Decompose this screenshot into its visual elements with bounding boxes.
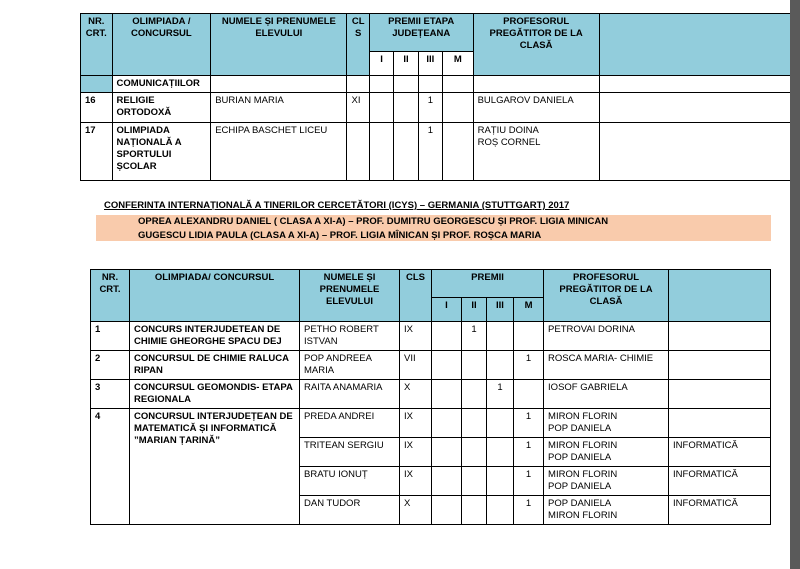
header-premiu-ii: II: [462, 298, 487, 322]
cell-extra: [669, 409, 771, 438]
cell-profesor: [473, 76, 599, 93]
header-nume: NUMELE ȘI PRENUMELE ELEVULUI: [300, 270, 400, 322]
cell-cls: [347, 76, 369, 93]
header-extra: [599, 14, 790, 76]
header-premiu-i: I: [369, 52, 393, 76]
cell-i: [432, 496, 462, 525]
header-premiu-i: I: [432, 298, 462, 322]
cell-extra: [669, 351, 771, 380]
cell-ii: [394, 123, 418, 181]
cell-ii: [462, 438, 487, 467]
cell-nume: [211, 76, 347, 93]
cell-iii: [487, 351, 514, 380]
table-row: [91, 351, 771, 380]
cell-extra: [599, 93, 790, 123]
icys-student-line: GUGESCU LIDIA PAULA (CLASA A XI-A) – PROF. LIGIA MÎNICAN ȘI PROF. ROȘCA MARIA: [138, 230, 542, 241]
teacher-name: MIRON FLORIN: [548, 411, 618, 422]
teacher-name: POP DANIELA: [548, 452, 612, 463]
cell-nr: 17: [81, 123, 113, 181]
icys-student-line: OPREA ALEXANDRU DANIEL ( CLASA A XI-A) – PROF. DUMITRU GEORGESCU ȘI PROF. LIGIA MINICAN: [138, 216, 609, 227]
teacher-name: MIRON FLORIN: [548, 469, 618, 480]
cell-cls: VII: [400, 351, 432, 380]
cell-extra: [599, 123, 790, 181]
header-premii: PREMII: [432, 270, 544, 298]
cell-olimpiada: RELIGIE ORTODOXĂ: [112, 93, 211, 123]
header-premiu-iii: III: [487, 298, 514, 322]
table-row: [91, 380, 771, 409]
cell-nume: ECHIPA BASCHET LICEU: [211, 123, 347, 181]
cell-ii: [394, 93, 418, 123]
cell-m: [443, 123, 474, 181]
cell-m: 1: [514, 467, 544, 496]
cell-i: [432, 322, 462, 351]
cell-extra: INFORMATICĂ: [669, 438, 771, 467]
cell-olimpiada: CONCURS INTERJUDETEAN DE CHIMIE GHEORGHE SPACU DEJ: [130, 322, 300, 351]
cell-cls: IX: [400, 467, 432, 496]
cell-profesor: [473, 123, 599, 181]
cell-m: 1: [514, 409, 544, 438]
table-row: [81, 93, 791, 123]
cell-olimpiada: CONCURSUL DE CHIMIE RALUCA RIPAN: [130, 351, 300, 380]
header-nr: NR. CRT.: [81, 14, 113, 76]
header-premiu-ii: II: [394, 52, 418, 76]
teacher-name: ROȘ CORNEL: [477, 137, 541, 148]
cell-m: 1: [514, 351, 544, 380]
header-olimpiada: OLIMPIADA/ CONCURSUL: [130, 270, 300, 322]
cell-cls: X: [400, 380, 432, 409]
cell-ii: [462, 409, 487, 438]
teacher-name: RAȚIU DOINA: [477, 125, 539, 136]
cell-iii: [487, 496, 514, 525]
table-row: [91, 409, 771, 438]
cell-extra: INFORMATICĂ: [669, 496, 771, 525]
header-profesor: PROFESORUL PREGĂTITOR DE LA CLASĂ: [473, 14, 599, 76]
cell-i: [432, 380, 462, 409]
viewer-background: [790, 0, 800, 569]
cell-olimpiada: OLIMPIADA NAȚIONALĂ A SPORTULUI ȘCOLAR: [112, 123, 211, 181]
cell-olimpiada: CONCURSUL GEOMONDIS- ETAPA REGIONALA: [130, 380, 300, 409]
teacher-name: POP DANIELA: [548, 423, 612, 434]
header-extra: [669, 270, 771, 322]
header-premiu-iii: III: [418, 52, 442, 76]
cell-profesor: ROSCA MARIA- CHIMIE: [544, 351, 669, 380]
cell-iii: [487, 322, 514, 351]
header-olimpiada: OLIMPIADA / CONCURSUL: [112, 14, 211, 76]
cell-extra: INFORMATICĂ: [669, 467, 771, 496]
cell-ii: 1: [462, 322, 487, 351]
cell-olimpiada: CONCURSUL INTERJUDEȚEAN DE MATEMATICĂ ȘI INFORMATICĂ ”MARIAN ȚARINĂ”: [130, 409, 300, 525]
cell-nr: 4: [91, 409, 130, 525]
cell-profesor: [544, 467, 669, 496]
cell-i: [369, 93, 393, 123]
cell-cls: [347, 123, 369, 181]
cell-nume: RAITA ANAMARIA: [300, 380, 400, 409]
olympiad-table-bottom: [90, 269, 771, 525]
cell-ii: [394, 76, 418, 93]
cell-i: [369, 76, 393, 93]
teacher-name: MIRON FLORIN: [548, 440, 618, 451]
teacher-name: MIRON FLORIN: [548, 510, 618, 521]
cell-olimpiada: COMUNICAȚIILOR: [112, 76, 211, 93]
cell-m: [443, 76, 474, 93]
cell-nr: 2: [91, 351, 130, 380]
teacher-name: POP DANIELA: [548, 498, 612, 509]
cell-ii: [462, 380, 487, 409]
cell-iii: [487, 409, 514, 438]
header-nr: NR. CRT.: [91, 270, 130, 322]
teacher-name: POP DANIELA: [548, 481, 612, 492]
table-row: [91, 322, 771, 351]
cell-i: [432, 438, 462, 467]
header-premii: PREMII ETAPA JUDEȚEANA: [369, 14, 473, 52]
olympiad-table-top: [80, 13, 790, 181]
cell-profesor: [544, 409, 669, 438]
cell-i: [432, 467, 462, 496]
cell-nume: PREDA ANDREI: [300, 409, 400, 438]
cell-ii: [462, 496, 487, 525]
cell-cls: IX: [400, 409, 432, 438]
cell-cls: IX: [400, 438, 432, 467]
cell-profesor: PETROVAI DORINA: [544, 322, 669, 351]
cell-nr: 3: [91, 380, 130, 409]
header-premiu-m: M: [514, 298, 544, 322]
cell-i: [432, 351, 462, 380]
header-cls: CL S: [347, 14, 369, 76]
cell-cls: X: [400, 496, 432, 525]
cell-nume: BRATU IONUȚ: [300, 467, 400, 496]
header-premiu-m: M: [443, 52, 474, 76]
table-row: [81, 123, 791, 181]
cell-ii: [462, 351, 487, 380]
cell-profesor: BULGAROV DANIELA: [473, 93, 599, 123]
cell-nume: DAN TUDOR: [300, 496, 400, 525]
cell-profesor: [544, 496, 669, 525]
cell-nume: POP ANDREEA MARIA: [300, 351, 400, 380]
cell-profesor: IOSOF GABRIELA: [544, 380, 669, 409]
cell-nume: TRITEAN SERGIU: [300, 438, 400, 467]
cell-extra: [669, 380, 771, 409]
header-profesor: PROFESORUL PREGĂTITOR DE LA CLASĂ: [544, 270, 669, 322]
cell-m: [514, 380, 544, 409]
cell-iii: [487, 467, 514, 496]
cell-iii: 1: [418, 123, 442, 181]
cell-extra: [669, 322, 771, 351]
cell-extra: [599, 76, 790, 93]
cell-i: [432, 409, 462, 438]
cell-nume: PETHO ROBERT ISTVAN: [300, 322, 400, 351]
cell-ii: [462, 467, 487, 496]
cell-m: [443, 93, 474, 123]
cell-profesor: [544, 438, 669, 467]
cell-cls: XI: [347, 93, 369, 123]
table-row: [81, 76, 791, 93]
cell-nr: 16: [81, 93, 113, 123]
cell-iii: 1: [487, 380, 514, 409]
cell-m: 1: [514, 496, 544, 525]
header-nume: NUMELE ȘI PRENUMELE ELEVULUI: [211, 14, 347, 76]
cell-iii: 1: [418, 93, 442, 123]
cell-nr: [81, 76, 113, 93]
cell-iii: [418, 76, 442, 93]
cell-m: 1: [514, 438, 544, 467]
cell-nume: BURIAN MARIA: [211, 93, 347, 123]
cell-i: [369, 123, 393, 181]
cell-cls: IX: [400, 322, 432, 351]
header-cls: CLS: [400, 270, 432, 322]
icys-title: CONFERINTA INTERNAȚIONALĂ A TINERILOR CERCETĂTORI (ICYS) – GERMANIA (STUTTGART) 2017: [104, 200, 570, 211]
cell-nr: 1: [91, 322, 130, 351]
cell-m: [514, 322, 544, 351]
cell-iii: [487, 438, 514, 467]
